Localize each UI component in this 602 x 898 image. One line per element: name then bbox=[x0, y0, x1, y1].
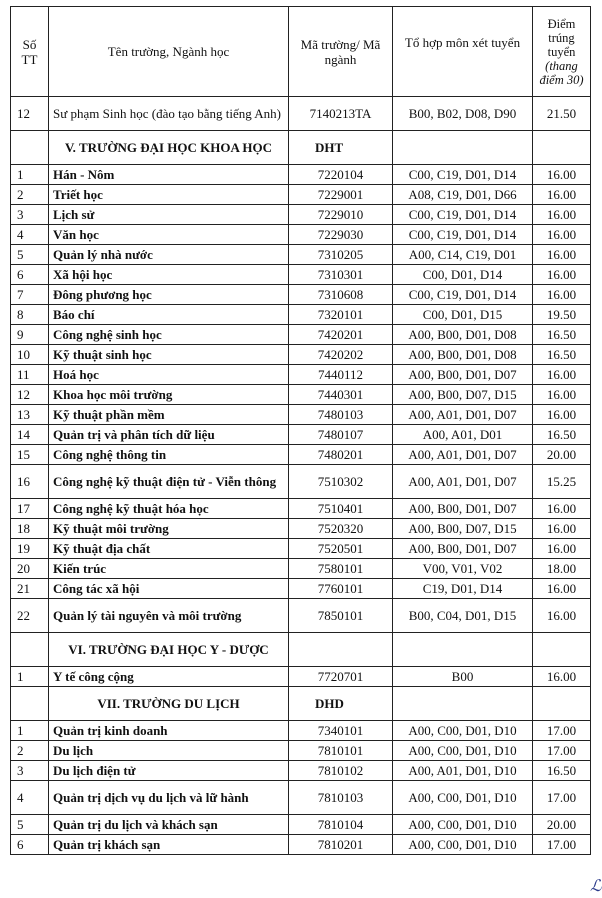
stt-cell: 8 bbox=[11, 305, 49, 325]
major-code: 7229010 bbox=[289, 205, 393, 225]
table-row bbox=[11, 667, 591, 687]
stt-cell: 2 bbox=[11, 741, 49, 761]
major-code: 7510401 bbox=[289, 499, 393, 519]
subject-combination: A00, B00, D01, D08 bbox=[393, 345, 533, 365]
major-name: Quản lý nhà nước bbox=[49, 245, 289, 265]
subject-combination: A00, A01, D01 bbox=[393, 425, 533, 445]
major-name: Công nghệ sinh học bbox=[49, 325, 289, 345]
major-code: 7420201 bbox=[289, 325, 393, 345]
section-stt-cell bbox=[11, 687, 49, 721]
subject-combination: A00, B00, D01, D08 bbox=[393, 325, 533, 345]
header-name: Tên trường, Ngành học bbox=[49, 7, 289, 97]
major-code: 7810201 bbox=[289, 835, 393, 855]
section-combo-cell bbox=[393, 687, 533, 721]
stt-cell: 6 bbox=[11, 835, 49, 855]
major-name: Công nghệ kỹ thuật điện tử - Viễn thông bbox=[49, 465, 289, 499]
stt-cell: 12 bbox=[11, 385, 49, 405]
stt-cell: 7 bbox=[11, 285, 49, 305]
subject-combination: A00, B00, D01, D07 bbox=[393, 499, 533, 519]
section-row bbox=[11, 131, 591, 165]
major-code: 7810102 bbox=[289, 761, 393, 781]
table-row bbox=[11, 425, 591, 445]
major-name: Quản trị và phân tích dữ liệu bbox=[49, 425, 289, 445]
major-code: 7310205 bbox=[289, 245, 393, 265]
major-code: 7480201 bbox=[289, 445, 393, 465]
major-name: Khoa học môi trường bbox=[49, 385, 289, 405]
subject-combination: C00, C19, D01, D14 bbox=[393, 225, 533, 245]
table-row bbox=[11, 465, 591, 499]
subject-combination: C00, D01, D14 bbox=[393, 265, 533, 285]
table-row bbox=[11, 225, 591, 245]
section-stt-cell bbox=[11, 633, 49, 667]
subject-combination: A00, A01, D01, D07 bbox=[393, 445, 533, 465]
subject-combination: A00, C14, C19, D01 bbox=[393, 245, 533, 265]
admission-score: 16.00 bbox=[533, 225, 591, 245]
major-code: 7229001 bbox=[289, 185, 393, 205]
admission-score: 16.00 bbox=[533, 165, 591, 185]
major-code: 7480107 bbox=[289, 425, 393, 445]
stt-cell: 16 bbox=[11, 465, 49, 499]
admission-score: 20.00 bbox=[533, 815, 591, 835]
stt-cell: 3 bbox=[11, 205, 49, 225]
admission-score: 16.00 bbox=[533, 539, 591, 559]
table-row bbox=[11, 721, 591, 741]
admission-score: 16.00 bbox=[533, 499, 591, 519]
major-name: Hán - Nôm bbox=[49, 165, 289, 185]
admission-score: 16.50 bbox=[533, 761, 591, 781]
subject-combination: A00, C00, D01, D10 bbox=[393, 741, 533, 761]
subject-combination: B00 bbox=[393, 667, 533, 687]
header-stt: Số TT bbox=[11, 7, 49, 97]
handwritten-mark-icon: ℒ bbox=[590, 878, 602, 895]
major-code: 7760101 bbox=[289, 579, 393, 599]
major-name: Công nghệ kỹ thuật hóa học bbox=[49, 499, 289, 519]
stt-cell: 21 bbox=[11, 579, 49, 599]
section-code: DHD bbox=[289, 687, 393, 721]
subject-combination: B00, C04, D01, D15 bbox=[393, 599, 533, 633]
admission-score: 16.00 bbox=[533, 579, 591, 599]
section-title: VII. TRƯỜNG DU LỊCH bbox=[49, 687, 289, 721]
admission-score: 16.00 bbox=[533, 185, 591, 205]
stt-cell: 11 bbox=[11, 365, 49, 385]
major-name: Quản trị dịch vụ du lịch và lữ hành bbox=[49, 781, 289, 815]
major-name: Du lịch điện tử bbox=[49, 761, 289, 781]
stt-cell: 10 bbox=[11, 345, 49, 365]
major-name: Đông phương học bbox=[49, 285, 289, 305]
major-name: Kỹ thuật phần mềm bbox=[49, 405, 289, 425]
stt-cell: 3 bbox=[11, 761, 49, 781]
admission-score: 16.00 bbox=[533, 519, 591, 539]
major-name: Văn học bbox=[49, 225, 289, 245]
admission-score: 16.00 bbox=[533, 385, 591, 405]
major-code: 7229030 bbox=[289, 225, 393, 245]
major-code: 7520320 bbox=[289, 519, 393, 539]
major-code: 7420202 bbox=[289, 345, 393, 365]
stt-cell: 14 bbox=[11, 425, 49, 445]
major-code: 7340101 bbox=[289, 721, 393, 741]
major-name: Quản trị du lịch và khách sạn bbox=[49, 815, 289, 835]
header-code: Mã trường/ Mã ngành bbox=[289, 7, 393, 97]
table-header-row bbox=[11, 7, 591, 97]
major-name: Kiến trúc bbox=[49, 559, 289, 579]
subject-combination: A00, C00, D01, D10 bbox=[393, 815, 533, 835]
major-name: Hoá học bbox=[49, 365, 289, 385]
subject-combination: C00, D01, D15 bbox=[393, 305, 533, 325]
subject-combination: V00, V01, V02 bbox=[393, 559, 533, 579]
header-score bbox=[533, 7, 591, 97]
table-row bbox=[11, 185, 591, 205]
subject-combination: A08, C19, D01, D66 bbox=[393, 185, 533, 205]
subject-combination: A00, C00, D01, D10 bbox=[393, 721, 533, 741]
table-row bbox=[11, 245, 591, 265]
major-code: 7580101 bbox=[289, 559, 393, 579]
major-name: Lịch sử bbox=[49, 205, 289, 225]
admission-score: 15.25 bbox=[533, 465, 591, 499]
table-body bbox=[11, 97, 591, 855]
admission-score: 16.50 bbox=[533, 345, 591, 365]
section-combo-cell bbox=[393, 633, 533, 667]
major-code: 7520501 bbox=[289, 539, 393, 559]
major-code: 7320101 bbox=[289, 305, 393, 325]
subject-combination: A00, B00, D01, D07 bbox=[393, 365, 533, 385]
admission-score: 19.50 bbox=[533, 305, 591, 325]
table-row bbox=[11, 579, 591, 599]
major-name: Kỹ thuật môi trường bbox=[49, 519, 289, 539]
subject-combination: C19, D01, D14 bbox=[393, 579, 533, 599]
major-name: Sư phạm Sinh học (đào tạo bằng tiếng Anh) bbox=[49, 97, 289, 131]
subject-combination: A00, B00, D07, D15 bbox=[393, 519, 533, 539]
table-row bbox=[11, 345, 591, 365]
admission-score: 16.00 bbox=[533, 667, 591, 687]
section-row bbox=[11, 687, 591, 721]
major-name: Báo chí bbox=[49, 305, 289, 325]
table-row bbox=[11, 205, 591, 225]
admission-score: 16.00 bbox=[533, 599, 591, 633]
section-score-cell bbox=[533, 633, 591, 667]
stt-cell: 18 bbox=[11, 519, 49, 539]
admission-score: 17.00 bbox=[533, 741, 591, 761]
admission-score: 16.50 bbox=[533, 325, 591, 345]
stt-cell: 4 bbox=[11, 225, 49, 245]
admission-score: 16.00 bbox=[533, 285, 591, 305]
subject-combination: C00, C19, D01, D14 bbox=[393, 205, 533, 225]
stt-cell: 22 bbox=[11, 599, 49, 633]
admission-score: 16.00 bbox=[533, 205, 591, 225]
admission-score: 18.00 bbox=[533, 559, 591, 579]
major-name: Công nghệ thông tin bbox=[49, 445, 289, 465]
section-stt-cell bbox=[11, 131, 49, 165]
stt-cell: 6 bbox=[11, 265, 49, 285]
section-code bbox=[289, 633, 393, 667]
major-name: Quản lý tài nguyên và môi trường bbox=[49, 599, 289, 633]
major-code: 7810103 bbox=[289, 781, 393, 815]
major-code: 7810101 bbox=[289, 741, 393, 761]
stt-cell: 19 bbox=[11, 539, 49, 559]
admission-score: 16.00 bbox=[533, 405, 591, 425]
table-row bbox=[11, 815, 591, 835]
stt-cell: 15 bbox=[11, 445, 49, 465]
admission-score: 16.00 bbox=[533, 245, 591, 265]
subject-combination: A00, B00, D07, D15 bbox=[393, 385, 533, 405]
major-code: 7720701 bbox=[289, 667, 393, 687]
stt-cell: 1 bbox=[11, 667, 49, 687]
stt-cell: 1 bbox=[11, 721, 49, 741]
major-code: 7810104 bbox=[289, 815, 393, 835]
admission-score: 17.00 bbox=[533, 781, 591, 815]
admission-score: 20.00 bbox=[533, 445, 591, 465]
section-score-cell bbox=[533, 131, 591, 165]
major-name: Kỹ thuật địa chất bbox=[49, 539, 289, 559]
subject-combination: A00, A01, D01, D10 bbox=[393, 761, 533, 781]
admission-score: 16.00 bbox=[533, 265, 591, 285]
stt-cell: 13 bbox=[11, 405, 49, 425]
table-row bbox=[11, 445, 591, 465]
table-row bbox=[11, 285, 591, 305]
section-combo-cell bbox=[393, 131, 533, 165]
table-row bbox=[11, 741, 591, 761]
stt-cell: 20 bbox=[11, 559, 49, 579]
table-row bbox=[11, 165, 591, 185]
section-title: VI. TRƯỜNG ĐẠI HỌC Y - DƯỢC bbox=[49, 633, 289, 667]
table-row bbox=[11, 405, 591, 425]
subject-combination: A00, C00, D01, D10 bbox=[393, 835, 533, 855]
stt-cell: 1 bbox=[11, 165, 49, 185]
subject-combination: A00, A01, D01, D07 bbox=[393, 465, 533, 499]
subject-combination: B00, B02, D08, D90 bbox=[393, 97, 533, 131]
major-name: Y tế công cộng bbox=[49, 667, 289, 687]
section-title: V. TRƯỜNG ĐẠI HỌC KHOA HỌC bbox=[49, 131, 289, 165]
table-row bbox=[11, 539, 591, 559]
subject-combination: A00, C00, D01, D10 bbox=[393, 781, 533, 815]
stt-cell: 5 bbox=[11, 245, 49, 265]
major-name: Công tác xã hội bbox=[49, 579, 289, 599]
table-row bbox=[11, 835, 591, 855]
section-score-cell bbox=[533, 687, 591, 721]
major-code: 7850101 bbox=[289, 599, 393, 633]
stt-cell: 4 bbox=[11, 781, 49, 815]
table-row bbox=[11, 599, 591, 633]
major-name: Quản trị khách sạn bbox=[49, 835, 289, 855]
admission-score: 16.00 bbox=[533, 365, 591, 385]
admission-score: 16.50 bbox=[533, 425, 591, 445]
admission-scores-table bbox=[10, 6, 591, 855]
table-row bbox=[11, 365, 591, 385]
table-row bbox=[11, 559, 591, 579]
major-code: 7310301 bbox=[289, 265, 393, 285]
subject-combination: A00, A01, D01, D07 bbox=[393, 405, 533, 425]
admission-score: 17.00 bbox=[533, 721, 591, 741]
section-code: DHT bbox=[289, 131, 393, 165]
major-name: Du lịch bbox=[49, 741, 289, 761]
stt-cell: 12 bbox=[11, 97, 49, 131]
major-code: 7440112 bbox=[289, 365, 393, 385]
table-row bbox=[11, 761, 591, 781]
major-name: Triết học bbox=[49, 185, 289, 205]
major-code: 7480103 bbox=[289, 405, 393, 425]
major-name: Xã hội học bbox=[49, 265, 289, 285]
header-combo: Tổ hợp môn xét tuyển bbox=[393, 7, 533, 97]
table-row bbox=[11, 265, 591, 285]
stt-cell: 5 bbox=[11, 815, 49, 835]
stt-cell: 17 bbox=[11, 499, 49, 519]
table-row bbox=[11, 499, 591, 519]
table-row bbox=[11, 385, 591, 405]
admission-score: 21.50 bbox=[533, 97, 591, 131]
table-row bbox=[11, 325, 591, 345]
header-score-sub: (thang điểm 30) bbox=[539, 58, 584, 87]
subject-combination: C00, C19, D01, D14 bbox=[393, 165, 533, 185]
table-row bbox=[11, 781, 591, 815]
major-code: 7510302 bbox=[289, 465, 393, 499]
major-code: 7440301 bbox=[289, 385, 393, 405]
major-code: 7310608 bbox=[289, 285, 393, 305]
major-code: 7140213TA bbox=[289, 97, 393, 131]
subject-combination: C00, C19, D01, D14 bbox=[393, 285, 533, 305]
table-row bbox=[11, 519, 591, 539]
admission-score: 17.00 bbox=[533, 835, 591, 855]
subject-combination: A00, B00, D01, D07 bbox=[393, 539, 533, 559]
section-row bbox=[11, 633, 591, 667]
major-name: Quản trị kinh doanh bbox=[49, 721, 289, 741]
table-row bbox=[11, 305, 591, 325]
major-name: Kỹ thuật sinh học bbox=[49, 345, 289, 365]
header-score-main: Điểm trúng tuyển bbox=[547, 16, 576, 59]
stt-cell: 2 bbox=[11, 185, 49, 205]
table-row bbox=[11, 97, 591, 131]
major-code: 7220104 bbox=[289, 165, 393, 185]
stt-cell: 9 bbox=[11, 325, 49, 345]
